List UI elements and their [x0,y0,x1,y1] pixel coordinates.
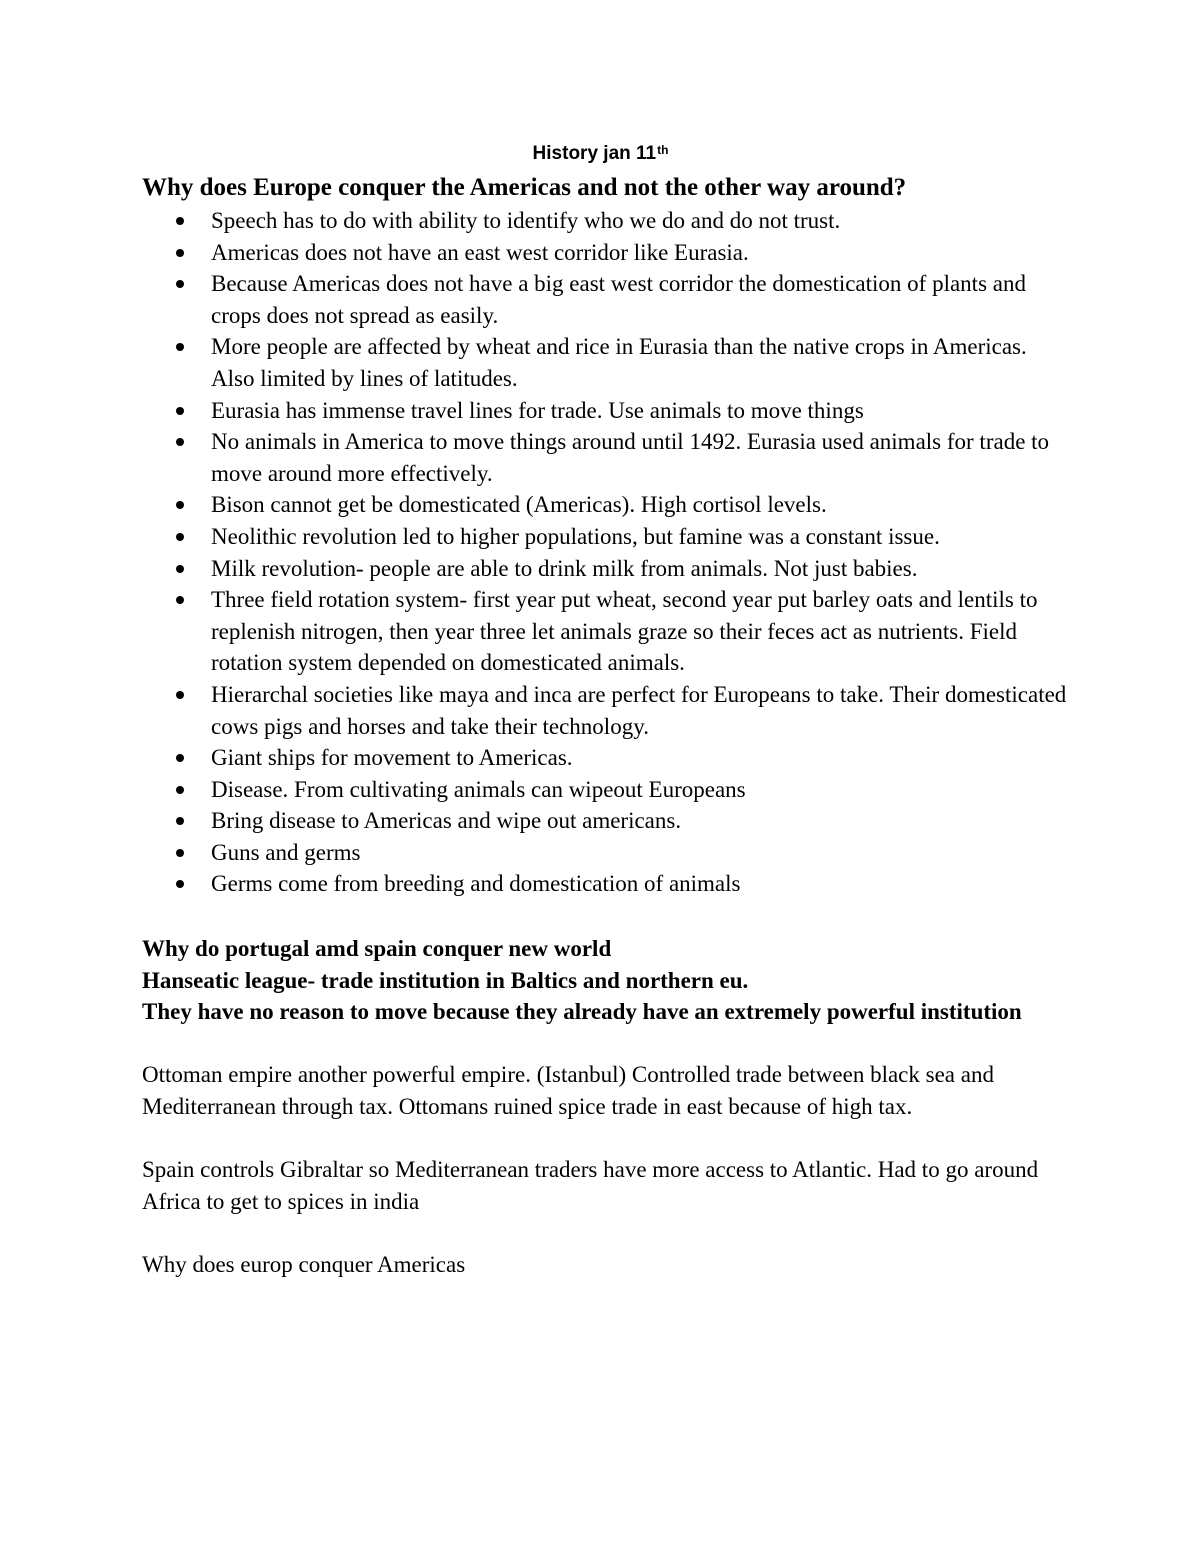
bullet-icon [176,533,184,541]
bullet-text: Neolithic revolution led to higher populations, but famine was a constant issue. [211,523,940,549]
bullet-text: Guns and germs [211,839,361,865]
bullet-icon [176,817,184,825]
bullet-text: Giant ships for movement to Americas. [211,745,573,771]
bullet-text: Bring disease to Americas and wipe out americans. [211,808,682,834]
bold-line-no-reason: They have no reason to move because they already have an extremely powerful institution [142,999,1022,1025]
bullet-text: Milk revolution- people are able to drink milk from animals. Not just babies. [211,555,918,581]
bullet-text: More people are affected by wheat and rice in Eurasia than the native crops in Americas. Also limited by lines of latitudes. [211,334,1027,391]
paragraph-gibraltar: Spain controls Gibraltar so Mediterranean traders have more access to Atlantic. Had to go around Africa to get to spices in india [142,1157,1039,1214]
bold-line-portugal-spain: Why do portugal amd spain conquer new world [142,936,612,962]
paragraph-ottoman: Ottoman empire another powerful empire. (Istanbul) Controlled trade between black sea and Mediterranean through tax. Ottomans ruined spice trade in east because of high tax. [142,1062,994,1120]
list-item [142,331,1072,394]
bullet-icon [176,407,184,415]
bullet-text: Eurasia has immense travel lines for trade. Use animals to move things [211,397,864,423]
title-text: History jan 11 [532,143,657,164]
bullet-text: No animals in America to move things around until 1492. Eurasia used animals for trade to move around more effectively. [211,429,1050,486]
bullet-text: Hierarchal societies like maya and inca are perfect for Europeans to take. Their domesticated cows pigs and horses and take their technology. [211,681,1067,739]
bullet-icon [176,438,184,446]
list-item [142,584,1072,679]
bold-section [142,933,1072,1028]
bullet-icon [176,786,184,794]
bullet-text: Germs come from breeding and domestication of animals [211,871,741,897]
bullet-icon [176,217,184,225]
bullet-text: Speech has to do with ability to identify who we do and do not trust. [211,208,841,233]
bullet-icon [176,880,184,888]
bullet-text: Bison cannot get be domesticated (Americas). High cortisol levels. [211,492,827,518]
bullet-icon [176,754,184,762]
paragraph-europe-question: Why does europ conquer Americas [142,1252,466,1277]
list-item [142,237,1072,269]
bullet-icon [176,280,184,288]
list-item [142,426,1072,489]
list-item [142,742,1072,774]
list-item [142,489,1072,521]
list-item [142,774,1072,806]
list-item [142,395,1072,427]
bullet-text: Americas does not have an east west corridor like Eurasia. [211,239,749,265]
bullet-text: Disease. From cultivating animals can wipeout Europeans [211,776,746,802]
document-title [0,142,1200,166]
bullet-icon [176,849,184,857]
bullet-icon [176,343,184,351]
list-item [142,268,1072,331]
list-item [142,868,1072,900]
list-item [142,837,1072,869]
list-item [142,205,1072,237]
bullet-text: Because Americas does not have a big east west corridor the domestication of plants and crops does not spread as easily. [211,271,1026,328]
list-item [142,521,1072,553]
main-heading: Why does Europe conquer the Americas and not the other way around? [142,174,907,201]
document-body [142,170,1072,1281]
bullet-list [142,205,1072,900]
bullet-icon [176,501,184,509]
bullet-text: Three field rotation system- first year put wheat, second year put barley oats and lentils to replenish nitrogen, then year three let animals graze so their feces act as nutrients. Field rotation system depended on domesticated animals. [211,587,1038,676]
list-item [142,805,1072,837]
title-superscript: th [657,143,669,157]
bold-line-hanseatic: Hanseatic league- trade institution in Baltics and northern eu. [142,967,749,993]
bullet-icon [176,565,184,573]
list-item [142,679,1072,742]
list-item [142,553,1072,585]
bullet-icon [176,596,184,604]
bullet-icon [176,249,184,257]
bullet-icon [176,691,184,699]
